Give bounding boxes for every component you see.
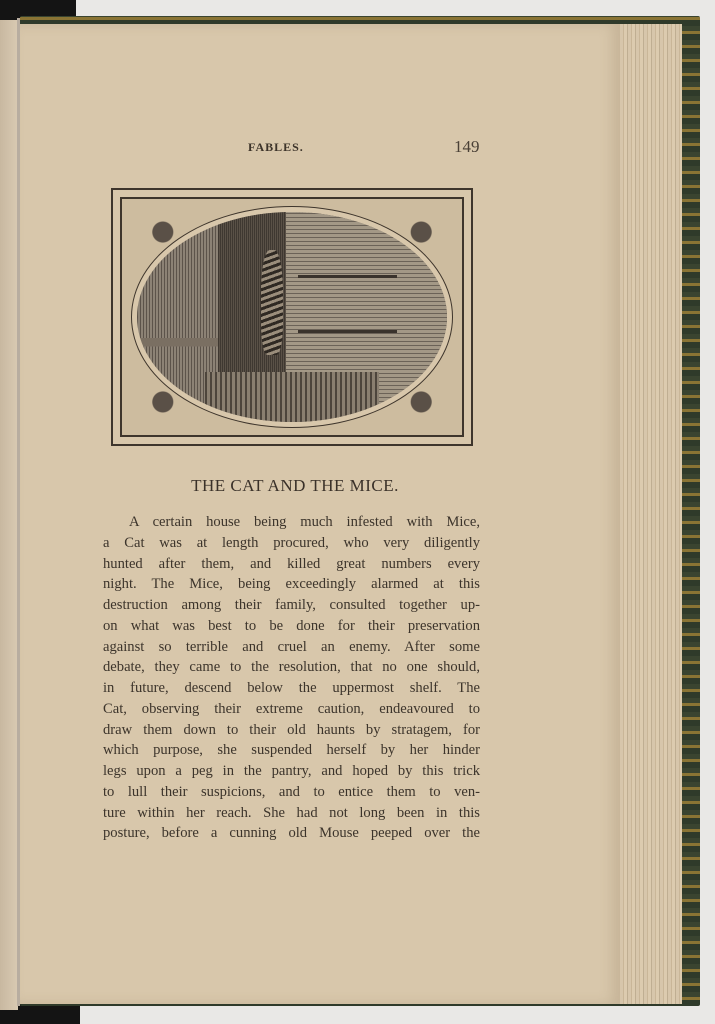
engraving-illustration [111, 188, 473, 446]
shelf [298, 330, 397, 333]
text-line: legs upon a peg in the pantry, and hoped by this trick [103, 763, 480, 779]
text-line: in future, descend below the uppermost shelf. The [103, 680, 480, 696]
text-line: Cat, observing their extreme caution, endeavoured to [103, 700, 480, 717]
left-page-edge [0, 20, 18, 1010]
ornamental-frame [120, 197, 464, 437]
hanging-cat [261, 250, 283, 355]
text-line: debate, they came to the resolution, that no one should, [103, 659, 480, 676]
text-line: night. The Mice, being exceedingly alarmed at this [103, 576, 480, 593]
page-number: 149 [454, 137, 480, 156]
story-title: THE CAT AND THE MICE. [191, 476, 399, 495]
text-line: posture, before a cunning old Mouse peeped over the [103, 825, 480, 842]
text-line: A certain house being much infested with Mice, [129, 514, 480, 530]
text-line: to lull their suspicions, and to entice them to ven- [103, 783, 480, 800]
running-head: FABLES. [248, 140, 304, 154]
text-line: destruction among their family, consulted together up- [103, 597, 480, 613]
text-line: on what was best to be done for their preservation [103, 617, 480, 634]
oval-vignette [132, 207, 452, 427]
shelf [298, 275, 397, 278]
text-line: ture within her reach. She had not long been in this [103, 804, 480, 821]
text-line: against so terrible and cruel an enemy. After some [103, 638, 480, 655]
text-line: draw them down to their old haunts by stratagem, for [103, 721, 480, 738]
story-body [103, 512, 480, 844]
page-gutter [17, 18, 20, 1006]
text-line: a Cat was at length procured, who very diligently [103, 534, 480, 551]
text-line: which purpose, she suspended herself by her hinder [103, 742, 480, 759]
text-line: hunted after them, and killed great numbers every [103, 555, 480, 572]
kitchen-table [205, 372, 379, 422]
